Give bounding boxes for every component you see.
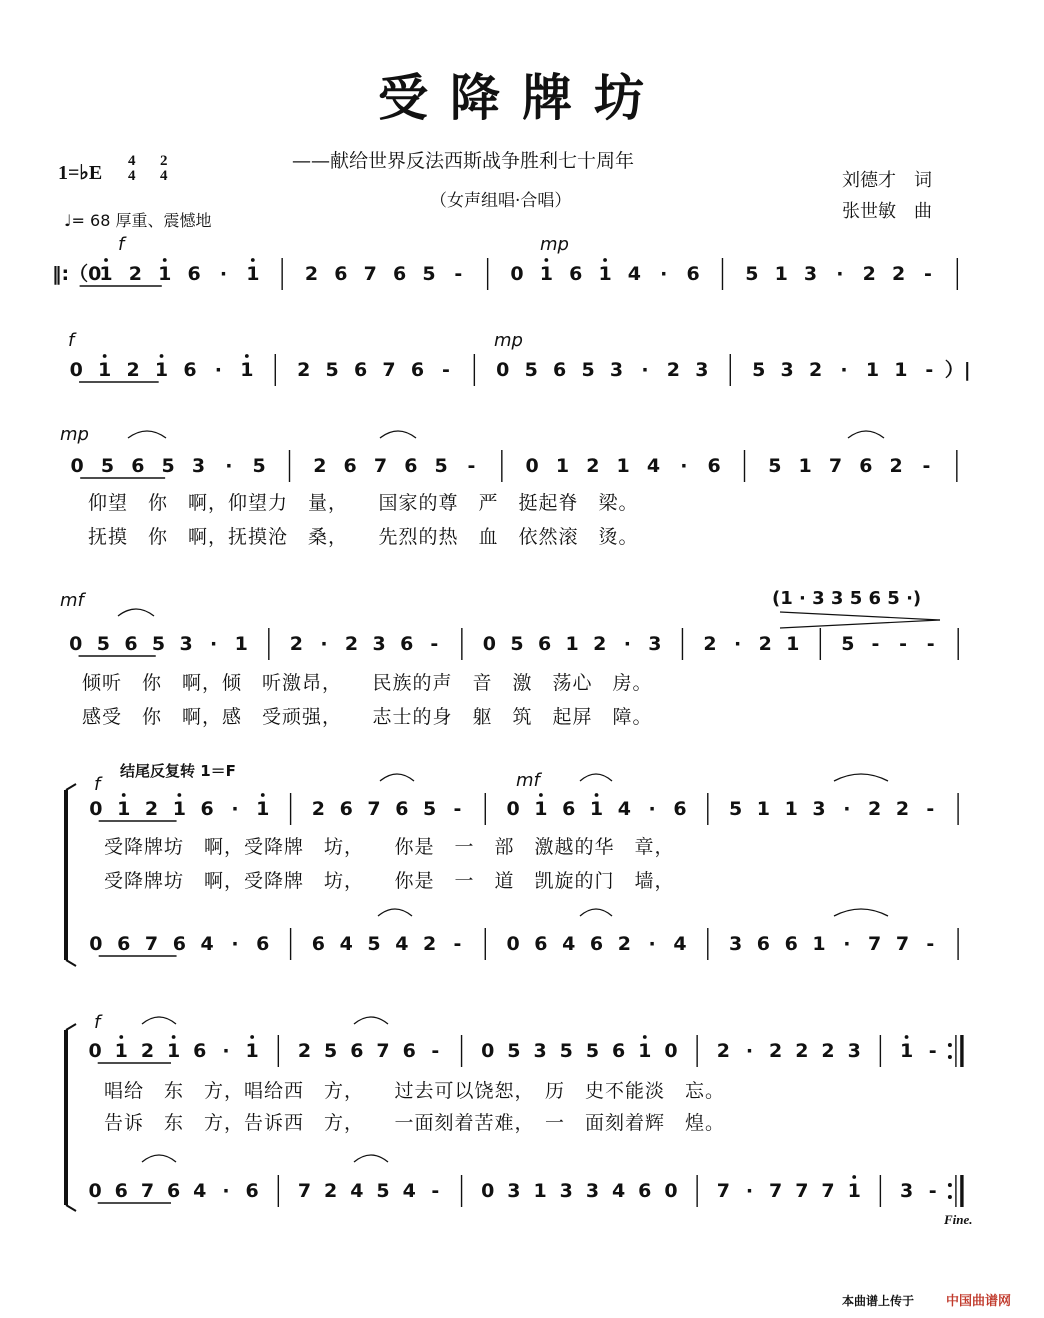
note: 5 bbox=[252, 455, 266, 477]
high-octave-dot bbox=[245, 354, 249, 358]
note: 0 bbox=[88, 1040, 102, 1062]
note: 4 bbox=[617, 798, 631, 820]
note: 6 bbox=[256, 933, 270, 955]
note: 7 bbox=[382, 359, 396, 381]
note: 7 bbox=[795, 1180, 809, 1202]
slur bbox=[142, 1155, 176, 1162]
slur bbox=[380, 431, 416, 438]
composer-credit: 张世敏 曲 bbox=[842, 201, 932, 222]
lyrics-verse1-system3: 仰望 你 啊，仰望力 量， 国家的尊 严 挺起脊 梁。 bbox=[88, 492, 639, 514]
note: 4 bbox=[673, 933, 687, 955]
note: - bbox=[928, 1040, 937, 1062]
note: · bbox=[210, 633, 218, 655]
note: 0 bbox=[525, 455, 539, 477]
upload-note: 本曲谱上传于 bbox=[842, 1294, 915, 1308]
crescendo-hairpin bbox=[780, 620, 940, 628]
note: · bbox=[219, 263, 228, 285]
note: 5 bbox=[585, 1040, 600, 1062]
note: - bbox=[431, 1180, 440, 1202]
slur bbox=[128, 431, 166, 438]
ensemble-note: （女声组唱·合唱） bbox=[430, 191, 572, 211]
note: 2 bbox=[344, 633, 359, 655]
note: 1 bbox=[167, 1040, 181, 1062]
high-octave-dot bbox=[603, 258, 607, 262]
note: - bbox=[922, 455, 931, 477]
note: 5 bbox=[325, 359, 339, 381]
note: - bbox=[871, 633, 880, 655]
note: 2 bbox=[795, 1040, 809, 1062]
time-signature-2-4: 2 4 bbox=[160, 153, 168, 184]
note: 6 bbox=[756, 933, 771, 955]
note: 1 bbox=[894, 359, 908, 381]
slur bbox=[834, 909, 888, 916]
note: 5 bbox=[367, 933, 381, 955]
note: 1 bbox=[117, 798, 131, 820]
note: 2 bbox=[758, 633, 772, 655]
note: 1 bbox=[638, 1040, 652, 1062]
note: 4 bbox=[646, 455, 661, 477]
note: 3 bbox=[179, 633, 193, 655]
subtitle: ——献给世界反法西斯战争胜利七十周年 bbox=[292, 150, 635, 172]
note: 7 bbox=[376, 1040, 390, 1062]
note: 1 bbox=[533, 1180, 547, 1202]
slur bbox=[354, 1155, 388, 1162]
note: 4 bbox=[350, 1180, 364, 1202]
note: 6 bbox=[859, 455, 873, 477]
high-octave-dot bbox=[595, 793, 599, 797]
note: 3 bbox=[803, 263, 818, 285]
note: · bbox=[843, 798, 851, 820]
note: 2 bbox=[666, 359, 681, 381]
slur bbox=[378, 909, 412, 916]
note: 5 bbox=[423, 798, 437, 820]
repeat-dot bbox=[948, 1043, 952, 1047]
note: 2 bbox=[895, 798, 910, 820]
note: 2 bbox=[140, 1040, 155, 1062]
note: 3 bbox=[847, 1040, 861, 1062]
site-logo: 中国曲谱网 bbox=[946, 1294, 1012, 1309]
note: · bbox=[225, 455, 233, 477]
slur bbox=[142, 1017, 176, 1024]
repeat-dot bbox=[948, 1195, 952, 1199]
time-signature-4-4: 4 4 bbox=[128, 153, 136, 184]
lyrics-verse1-system5: 受降牌坊 啊，受降牌 坊， 你是 一 部 激越的华 章， bbox=[104, 836, 675, 858]
note: · bbox=[214, 359, 223, 381]
high-octave-dot bbox=[250, 1035, 254, 1039]
note: 5 bbox=[841, 633, 855, 655]
slur bbox=[354, 1017, 388, 1024]
dynamic-mark: mp bbox=[494, 330, 523, 351]
note: - bbox=[454, 263, 463, 285]
note: 2 bbox=[716, 1040, 730, 1062]
note: 6 bbox=[117, 933, 131, 955]
note: 0 bbox=[69, 359, 83, 381]
note: ）| bbox=[944, 359, 971, 381]
lyrics-verse1-system4: 倾听 你 啊，倾 听激昂， 民族的声 音 激 荡心 房。 bbox=[82, 672, 653, 694]
note: 6 bbox=[569, 263, 583, 285]
note: 2 bbox=[769, 1040, 783, 1062]
note: 5 bbox=[510, 633, 524, 655]
note: 7 bbox=[868, 933, 882, 955]
note: 1 bbox=[589, 798, 604, 820]
high-octave-dot bbox=[119, 1035, 123, 1039]
note: 0 bbox=[506, 933, 520, 955]
system-bracket bbox=[66, 784, 76, 790]
note: 6 bbox=[707, 455, 721, 477]
note: - bbox=[431, 1040, 440, 1062]
note: 1 bbox=[240, 359, 254, 381]
note: 5 bbox=[161, 455, 175, 477]
repeat-dot bbox=[948, 1183, 952, 1187]
note: · bbox=[843, 933, 851, 955]
note: · bbox=[840, 359, 848, 381]
lyrics-verse2-system4: 感受 你 啊，感 受顽强， 志士的身 躯 筑 起屏 障。 bbox=[82, 706, 653, 728]
note: 0 bbox=[664, 1180, 678, 1202]
note: 6 bbox=[124, 633, 138, 655]
note: 0 bbox=[664, 1040, 678, 1062]
note: 2 bbox=[889, 455, 903, 477]
high-octave-dot bbox=[160, 354, 164, 358]
note: · bbox=[320, 633, 328, 655]
note: 2 bbox=[297, 1040, 312, 1062]
high-octave-dot bbox=[539, 793, 543, 797]
note: 6 bbox=[402, 1040, 416, 1062]
note: - bbox=[467, 455, 476, 477]
note: 6 bbox=[350, 1040, 364, 1062]
note: 6 bbox=[395, 798, 409, 820]
note: 6 bbox=[193, 1040, 207, 1062]
note: 0 bbox=[510, 263, 524, 285]
note: 4 bbox=[200, 933, 214, 955]
note: 1 bbox=[172, 798, 186, 820]
system-bracket bbox=[66, 1024, 76, 1030]
note: 2 bbox=[128, 263, 143, 285]
note: - bbox=[926, 798, 935, 820]
note: 5 bbox=[151, 633, 166, 655]
key-signature: 1=♭E bbox=[58, 162, 103, 184]
note: 6 bbox=[172, 933, 186, 955]
tempo-marking: ♩= 68 厚重、震憾地 bbox=[64, 211, 212, 230]
lyrics-verse2-system3: 抚摸 你 啊，抚摸沧 桑， 先烈的热 血 依然滚 烫。 bbox=[88, 526, 639, 548]
note: 1 bbox=[154, 359, 169, 381]
note: 6 bbox=[589, 933, 604, 955]
note: - bbox=[899, 633, 908, 655]
note: · bbox=[648, 798, 656, 820]
note: ‖:（0 bbox=[52, 263, 102, 285]
note: 1 bbox=[99, 263, 113, 285]
note: 4 bbox=[395, 933, 409, 955]
note: 1 bbox=[598, 263, 612, 285]
note: 7 bbox=[373, 455, 388, 477]
high-octave-dot bbox=[103, 354, 107, 358]
note: 2 bbox=[311, 798, 326, 820]
note: 6 bbox=[638, 1180, 652, 1202]
note: 1 bbox=[756, 798, 771, 820]
note: · bbox=[745, 1040, 754, 1062]
high-octave-dot bbox=[852, 1175, 856, 1179]
note: 3 bbox=[648, 633, 662, 655]
note: 2 bbox=[703, 633, 717, 655]
note: 3 bbox=[609, 359, 624, 381]
lyrics-verse2-system5: 受降牌坊 啊，受降牌 坊， 你是 一 道 凯旋的门 墙， bbox=[104, 870, 675, 892]
note: 1 bbox=[784, 798, 798, 820]
note: 1 bbox=[798, 455, 812, 477]
note: 7 bbox=[895, 933, 910, 955]
note: - bbox=[926, 633, 935, 655]
note: 6 bbox=[311, 933, 326, 955]
crescendo-hairpin bbox=[780, 612, 940, 620]
note: 5 bbox=[559, 1040, 573, 1062]
note: 1 bbox=[98, 359, 112, 381]
high-octave-dot bbox=[122, 793, 126, 797]
note: 6 bbox=[534, 933, 548, 955]
note: 5 bbox=[507, 1040, 521, 1062]
note: 4 bbox=[193, 1180, 207, 1202]
note: 4 bbox=[627, 263, 642, 285]
note: 2 bbox=[868, 798, 882, 820]
note: 2 bbox=[808, 359, 823, 381]
note: 7 bbox=[140, 1180, 155, 1202]
note: - bbox=[430, 633, 439, 655]
note: 3 bbox=[695, 359, 709, 381]
note: 7 bbox=[769, 1180, 783, 1202]
note: 5 bbox=[96, 633, 110, 655]
note: 4 bbox=[612, 1180, 626, 1202]
note: - bbox=[926, 933, 935, 955]
note: 2 bbox=[313, 455, 327, 477]
high-octave-dot bbox=[261, 793, 265, 797]
note: 2 bbox=[423, 933, 437, 955]
dynamic-mark: mp bbox=[60, 424, 89, 445]
note: 4 bbox=[339, 933, 353, 955]
note: 6 bbox=[334, 263, 348, 285]
note: 3 bbox=[780, 359, 794, 381]
note: 6 bbox=[553, 359, 567, 381]
system-bracket bbox=[66, 960, 76, 966]
dynamic-mark: f bbox=[94, 1012, 101, 1033]
note: 6 bbox=[245, 1180, 259, 1202]
high-octave-dot bbox=[905, 1035, 909, 1039]
coda-key-change: 结尾反复转 1＝F bbox=[120, 762, 236, 780]
note: 6 bbox=[339, 798, 353, 820]
note: 6 bbox=[392, 263, 407, 285]
note: 3 bbox=[899, 1180, 914, 1202]
note: 5 bbox=[581, 359, 595, 381]
note: 3 bbox=[533, 1040, 547, 1062]
note: 7 bbox=[828, 455, 843, 477]
note: 5 bbox=[324, 1040, 338, 1062]
note: 3 bbox=[372, 633, 386, 655]
lyricist-credit: 刘德才 词 bbox=[842, 170, 932, 191]
note: 4 bbox=[402, 1180, 416, 1202]
note: 1 bbox=[865, 359, 880, 381]
note: 4 bbox=[562, 933, 576, 955]
note: - bbox=[924, 263, 932, 285]
note: 6 bbox=[400, 633, 414, 655]
slur bbox=[834, 774, 888, 781]
note: 1 bbox=[847, 1180, 861, 1202]
note: 2 bbox=[144, 798, 159, 820]
repeat-dot bbox=[948, 1055, 952, 1059]
note: - bbox=[453, 933, 462, 955]
note: 1 bbox=[565, 633, 579, 655]
note: 0 bbox=[506, 798, 520, 820]
slur bbox=[380, 774, 414, 781]
note: 6 bbox=[131, 455, 145, 477]
note: 1 bbox=[616, 455, 630, 477]
note: 7 bbox=[367, 798, 381, 820]
high-octave-dot bbox=[251, 258, 255, 262]
note: 2 bbox=[289, 633, 304, 655]
note: 1 bbox=[114, 1040, 128, 1062]
high-octave-dot bbox=[544, 258, 548, 262]
note: 2 bbox=[324, 1180, 338, 1202]
note: · bbox=[641, 359, 649, 381]
note: 6 bbox=[353, 359, 368, 381]
slur bbox=[118, 609, 154, 616]
note: 5 bbox=[434, 455, 448, 477]
note: 2 bbox=[891, 263, 906, 285]
note: 3 bbox=[585, 1180, 600, 1202]
note: 6 bbox=[410, 359, 425, 381]
note: 1 bbox=[234, 633, 248, 655]
note: · bbox=[733, 633, 742, 655]
note: 5 bbox=[376, 1180, 390, 1202]
note: 1 bbox=[158, 263, 172, 285]
note: 6 bbox=[343, 455, 357, 477]
system-bracket bbox=[66, 1205, 76, 1211]
note: 6 bbox=[404, 455, 418, 477]
note: 5 bbox=[768, 455, 782, 477]
note: 6 bbox=[612, 1040, 626, 1062]
note: 2 bbox=[126, 359, 140, 381]
page-title: 受降牌坊 bbox=[378, 69, 666, 127]
note: 5 bbox=[745, 263, 759, 285]
lyrics-verse1-system6: 唱给 东 方，唱给西 方， 过去可以饶恕， 历 史不能淡 忘。 bbox=[104, 1080, 726, 1102]
note: 6 bbox=[784, 933, 798, 955]
fine-marking: Fine. bbox=[944, 1212, 973, 1227]
note: - bbox=[925, 359, 934, 381]
note: 3 bbox=[559, 1180, 573, 1202]
slur bbox=[580, 774, 612, 781]
note: 6 bbox=[686, 263, 700, 285]
note: 0 bbox=[89, 798, 103, 820]
note: 3 bbox=[191, 455, 206, 477]
dynamic-mark: mf bbox=[60, 590, 84, 611]
note: 5 bbox=[728, 798, 743, 820]
note: 2 bbox=[617, 933, 631, 955]
note: · bbox=[222, 1180, 230, 1202]
dynamic-mark: mf bbox=[516, 770, 540, 791]
note: 6 bbox=[187, 263, 201, 285]
note: 7 bbox=[144, 933, 159, 955]
note: 5 bbox=[100, 455, 115, 477]
note: 1 bbox=[539, 263, 553, 285]
note: 7 bbox=[363, 263, 377, 285]
note: 5 bbox=[422, 263, 436, 285]
high-octave-dot bbox=[643, 1035, 647, 1039]
note: 7 bbox=[297, 1180, 312, 1202]
slur bbox=[848, 431, 884, 438]
lyrics-verse2-system6: 告诉 东 方，告诉西 方， 一面刻着苦难， 一 面刻着辉 煌。 bbox=[104, 1112, 726, 1134]
note: 1 bbox=[899, 1040, 914, 1062]
note: 6 bbox=[537, 633, 552, 655]
note: · bbox=[231, 933, 239, 955]
note: 1 bbox=[534, 798, 548, 820]
dynamic-mark: mp bbox=[540, 234, 569, 255]
note: - bbox=[441, 359, 450, 381]
high-octave-dot bbox=[104, 258, 108, 262]
note: 6 bbox=[114, 1180, 128, 1202]
note: · bbox=[222, 1040, 230, 1062]
slur bbox=[580, 909, 612, 916]
note: - bbox=[453, 798, 462, 820]
note: 1 bbox=[812, 933, 826, 955]
note: · bbox=[623, 633, 631, 655]
note: 1 bbox=[786, 633, 800, 655]
note: 6 bbox=[200, 798, 214, 820]
note: 2 bbox=[593, 633, 607, 655]
note: 2 bbox=[821, 1040, 835, 1062]
note: 6 bbox=[183, 359, 197, 381]
note: 1 bbox=[774, 263, 788, 285]
note: 2 bbox=[297, 359, 311, 381]
note: 0 bbox=[496, 359, 510, 381]
note: · bbox=[836, 263, 844, 285]
note: 6 bbox=[167, 1180, 181, 1202]
note: 7 bbox=[821, 1180, 835, 1202]
note: · bbox=[660, 263, 668, 285]
note: 5 bbox=[752, 359, 766, 381]
note: 0 bbox=[88, 1180, 102, 1202]
note: 1 bbox=[245, 1040, 259, 1062]
note: 0 bbox=[89, 933, 103, 955]
note: · bbox=[745, 1180, 754, 1202]
dynamic-mark: f bbox=[68, 330, 75, 351]
note: 0 bbox=[70, 455, 84, 477]
note: · bbox=[648, 933, 656, 955]
note: 0 bbox=[69, 633, 83, 655]
note: 2 bbox=[586, 455, 600, 477]
high-octave-dot bbox=[172, 1035, 176, 1039]
note: 2 bbox=[304, 263, 319, 285]
note: 3 bbox=[812, 798, 826, 820]
note: 6 bbox=[562, 798, 576, 820]
note: 2 bbox=[862, 263, 876, 285]
high-octave-dot bbox=[177, 793, 181, 797]
note: 0 bbox=[481, 1040, 495, 1062]
note: 7 bbox=[716, 1180, 730, 1202]
cue-phrase: (1 · 3 3 5 6 5 ·) bbox=[772, 588, 922, 609]
note: 3 bbox=[728, 933, 743, 955]
note: · bbox=[680, 455, 688, 477]
note: 6 bbox=[673, 798, 687, 820]
dynamic-mark: f bbox=[94, 774, 101, 795]
note: 1 bbox=[246, 263, 260, 285]
note: 3 bbox=[507, 1180, 521, 1202]
note: 1 bbox=[555, 455, 570, 477]
note: 0 bbox=[482, 633, 497, 655]
note: · bbox=[231, 798, 239, 820]
note: 0 bbox=[481, 1180, 495, 1202]
dynamic-mark: f bbox=[118, 234, 125, 255]
note: 1 bbox=[256, 798, 270, 820]
note: 5 bbox=[524, 359, 538, 381]
high-octave-dot bbox=[163, 258, 167, 262]
note: - bbox=[928, 1180, 937, 1202]
